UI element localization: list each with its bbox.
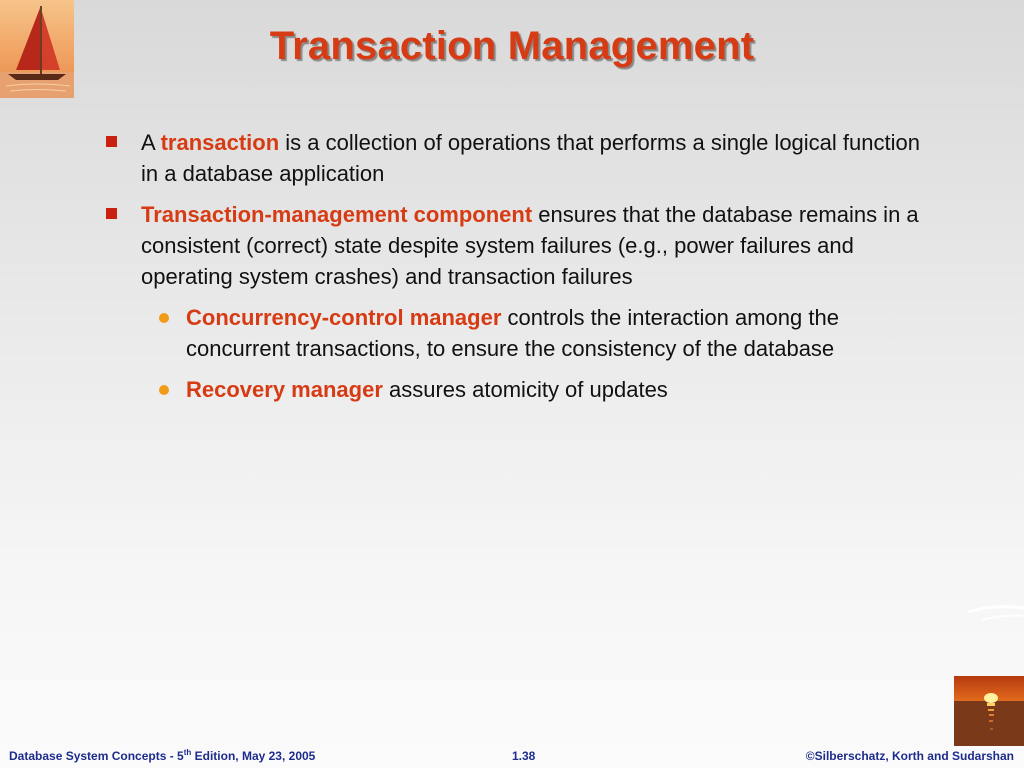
bullet-term: Transaction-management component [141,202,533,227]
page-number: 1.38 [512,749,536,763]
footer-book-info: Database System Concepts - 5th Edition, May 23, 2005 [9,748,316,763]
wave-decoration [964,600,1024,630]
sub-bullet-item [148,302,943,364]
sub-bullet-text: controls the interaction among the concurrent transactions, to ensure the consistency of the database [186,305,839,361]
dot-bullet-icon [159,313,169,323]
sub-bullet-item [148,374,943,405]
slide-title: Transaction Management [269,24,755,68]
bullet-item [103,127,943,189]
sub-bullet-term: Concurrency-control manager [186,305,502,330]
bullet-item [103,199,943,292]
square-bullet-icon [106,208,117,219]
slide-footer [0,746,1024,768]
slide-content [103,127,943,415]
bullet-text: ensures that the database remains in a consistent (correct) state despite system failures (e.g., power failures and operating system crashes) and transaction failures [141,202,919,289]
bullet-text: is a collection of operations that performs a single logical function in a database application [141,130,920,186]
sub-bullet-term: Recovery manager [186,377,383,402]
dot-bullet-icon [159,385,169,395]
sunset-icon [954,676,1024,746]
bullet-term: transaction [160,130,280,155]
bullet-prefix: A [141,130,161,155]
copyright: ©Silberschatz, Korth and Sudarshan [805,749,1014,763]
square-bullet-icon [106,136,117,147]
sub-bullet-text: assures atomicity of updates [382,377,668,402]
